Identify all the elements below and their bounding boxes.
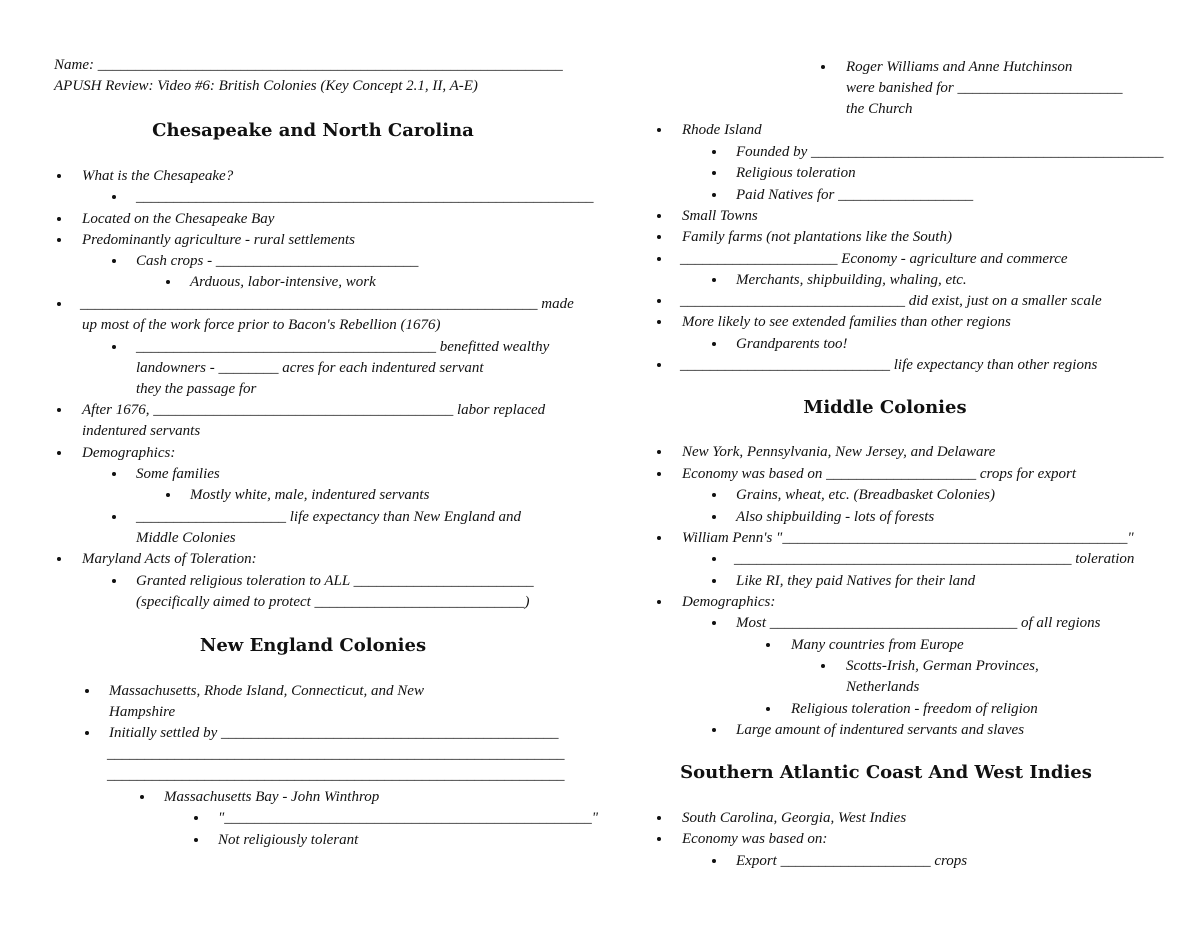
blank-line: _____________________________________________________________	[107, 767, 565, 783]
list-item: Massachusetts, Rhode Island, Connecticut, and New	[109, 683, 424, 699]
list-item: Religious toleration - freedom of religion	[791, 701, 1038, 717]
list-item: Rhode Island	[682, 122, 762, 138]
bullet	[57, 408, 61, 412]
bullet	[85, 731, 89, 735]
list-item-continued: indentured servants	[82, 423, 201, 439]
list-item: _____________________ Economy - agriculture and commerce	[680, 251, 1068, 267]
bullet	[657, 363, 661, 367]
list-item: ______________________________ did exist, just on a smaller scale	[680, 293, 1102, 309]
bullet	[657, 816, 661, 820]
bullet	[140, 795, 144, 799]
bullet	[712, 579, 716, 583]
list-item: Economy was based on:	[682, 831, 828, 847]
list-item: Mostly white, male, indentured servants	[190, 487, 430, 503]
bullet	[712, 278, 716, 282]
bullet	[712, 493, 716, 497]
bullet	[712, 171, 716, 175]
bullet	[657, 536, 661, 540]
bullet	[657, 214, 661, 218]
bullet	[112, 195, 116, 199]
list-item: Founded by _______________________________________________	[736, 144, 1164, 160]
section-title-southern-atlantic: Southern Atlantic Coast And West Indies	[680, 762, 1092, 783]
list-item: "_________________________________________________"	[218, 810, 599, 826]
bullet	[712, 342, 716, 346]
list-item: More likely to see extended families than other regions	[682, 314, 1011, 330]
list-item: Export ____________________ crops	[736, 853, 968, 869]
bullet	[85, 689, 89, 693]
list-item: Many countries from Europe	[791, 637, 964, 653]
bullet	[657, 450, 661, 454]
list-item: Arduous, labor-intensive, work	[190, 274, 376, 290]
bullet	[766, 643, 770, 647]
bullet	[657, 257, 661, 261]
list-item: Initially settled by _____________________________________________	[109, 725, 559, 741]
list-item: Economy was based on ____________________ crops for export	[682, 466, 1076, 482]
list-item: ________________________________________ benefitted wealthy	[136, 339, 550, 355]
list-item-continued: Middle Colonies	[136, 530, 236, 546]
list-item: Most _________________________________ of all regions	[736, 615, 1101, 631]
list-item: What is the Chesapeake?	[82, 168, 234, 184]
list-item: Maryland Acts of Toleration:	[82, 551, 257, 567]
list-item: Granted religious toleration to ALL ________________________	[136, 573, 534, 589]
section-title-chesapeake: Chesapeake and North Carolina	[152, 120, 474, 141]
list-item: Demographics:	[82, 445, 176, 461]
list-item: After 1676, ________________________________________ labor replaced	[82, 402, 546, 418]
bullet	[712, 515, 716, 519]
list-item: Also shipbuilding - lots of forests	[736, 509, 935, 525]
list-item: South Carolina, Georgia, West Indies	[682, 810, 907, 826]
bullet	[712, 193, 716, 197]
bullet	[166, 280, 170, 284]
list-item: New York, Pennsylvania, New Jersey, and Delaware	[682, 444, 996, 460]
list-item: Large amount of indentured servants and slaves	[736, 722, 1025, 738]
bullet	[766, 707, 770, 711]
bullet	[194, 838, 198, 842]
bullet	[57, 557, 61, 561]
list-item: ____________________________ life expectancy than other regions	[680, 357, 1098, 373]
bullet	[657, 472, 661, 476]
bullet	[657, 299, 661, 303]
bullet	[112, 515, 116, 519]
worksheet-subtitle: APUSH Review: Video #6: British Colonies (Key Concept 2.1, II, A-E)	[54, 78, 478, 94]
bullet	[712, 150, 716, 154]
bullet	[657, 320, 661, 324]
list-item: _____________________________________________________________ made	[80, 296, 574, 312]
list-item: _____________________________________________ toleration	[734, 551, 1135, 567]
list-item: Some families	[136, 466, 220, 482]
bullet	[57, 238, 61, 242]
list-item: Located on the Chesapeake Bay	[82, 211, 275, 227]
bullet	[712, 557, 716, 561]
list-item-continued: landowners - ________ acres for each indentured servant	[136, 360, 484, 376]
list-item: ____________________ life expectancy than New England and	[136, 509, 521, 525]
bullet	[657, 600, 661, 604]
list-item: Predominantly agriculture - rural settlements	[82, 232, 356, 248]
bullet	[112, 472, 116, 476]
bullet	[57, 174, 61, 178]
bullet	[712, 621, 716, 625]
list-item-continued: Hampshire	[109, 704, 176, 720]
list-item: William Penn's "______________________________________________"	[682, 530, 1134, 546]
list-item-continued: the Church	[846, 101, 913, 117]
bullet	[57, 217, 61, 221]
list-item: Merchants, shipbuilding, whaling, etc.	[736, 272, 967, 288]
list-item-continued: (specifically aimed to protect ____________________________)	[136, 594, 530, 610]
bullet	[712, 728, 716, 732]
list-item: Roger Williams and Anne Hutchinson	[846, 59, 1073, 75]
bullet	[112, 579, 116, 583]
blank-line: _____________________________________________________________	[136, 189, 594, 205]
list-item: Scotts-Irish, German Provinces,	[846, 658, 1039, 674]
bullet	[57, 451, 61, 455]
list-item: Massachusetts Bay - John Winthrop	[164, 789, 380, 805]
bullet	[657, 235, 661, 239]
list-item: Not religiously tolerant	[218, 832, 359, 848]
name-line: Name: ______________________________________________________________	[54, 57, 563, 73]
list-item-continued: Netherlands	[846, 679, 920, 695]
list-item-continued: they the passage for	[136, 381, 257, 397]
list-item: Grandparents too!	[736, 336, 848, 352]
section-title-middle-colonies: Middle Colonies	[803, 397, 967, 418]
list-item: Cash crops - ___________________________	[136, 253, 419, 269]
list-item: Small Towns	[682, 208, 758, 224]
list-item: Paid Natives for __________________	[736, 187, 974, 203]
section-title-new-england: New England Colonies	[199, 635, 427, 656]
list-item: Grains, wheat, etc. (Breadbasket Colonies)	[736, 487, 995, 503]
bullet	[712, 859, 716, 863]
bullet	[166, 493, 170, 497]
list-item: Religious toleration	[736, 165, 856, 181]
bullet	[821, 65, 825, 69]
list-item-continued: were banished for ______________________	[846, 80, 1123, 96]
bullet	[57, 302, 61, 306]
list-item: Like RI, they paid Natives for their land	[736, 573, 976, 589]
list-item: Family farms (not plantations like the South)	[682, 229, 952, 245]
bullet	[194, 816, 198, 820]
bullet	[657, 837, 661, 841]
blank-line: _____________________________________________________________	[107, 746, 565, 762]
bullet	[821, 664, 825, 668]
bullet	[112, 345, 116, 349]
bullet	[657, 128, 661, 132]
bullet	[112, 259, 116, 263]
list-item-continued: up most of the work force prior to Bacon's Rebellion (1676)	[82, 317, 441, 333]
list-item: Demographics:	[682, 594, 776, 610]
